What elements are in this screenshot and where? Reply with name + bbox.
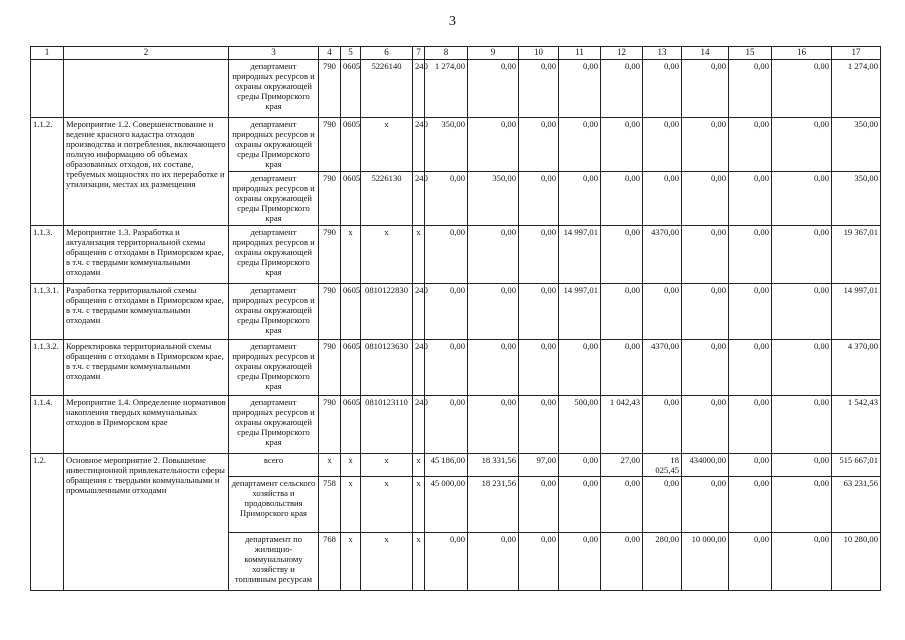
code-cell: 758 <box>319 477 341 533</box>
code-cell: x <box>319 454 341 477</box>
row-number: 1.1.3.2. <box>31 340 64 396</box>
value-cell: 4370,00 <box>643 226 682 284</box>
value-cell: 4370,00 <box>643 340 682 396</box>
value-cell: 0,00 <box>519 340 559 396</box>
header-cell: 10 <box>519 47 559 60</box>
value-cell: 10 000,00 <box>682 533 729 591</box>
code-cell: x <box>341 454 361 477</box>
value-cell: 97,00 <box>519 454 559 477</box>
value-cell: 0,00 <box>729 454 772 477</box>
code-cell: x <box>341 533 361 591</box>
value-cell: 14 997,01 <box>559 226 601 284</box>
code-cell: 5226130 <box>361 172 413 226</box>
header-cell: 1 <box>31 47 64 60</box>
code-cell: x <box>413 454 425 477</box>
value-cell: 0,00 <box>643 60 682 118</box>
value-cell: 0,00 <box>601 533 643 591</box>
value-cell: 0,00 <box>519 396 559 454</box>
value-cell: 0,00 <box>643 172 682 226</box>
value-cell: 0,00 <box>601 284 643 340</box>
value-cell: 14 997,01 <box>832 284 881 340</box>
row-name: Корректировка территориальной схемы обращения с отходами в Приморском крае, в т.ч. с твердыми коммунальными отходами <box>64 340 229 396</box>
value-cell: 1 042,43 <box>601 396 643 454</box>
executor-cell: департамент природных ресурсов и охраны окружающей среды Приморского края <box>229 172 319 226</box>
code-cell: 240 <box>413 118 425 172</box>
code-cell: 0605 <box>341 172 361 226</box>
value-cell: 0,00 <box>682 60 729 118</box>
header-cell: 3 <box>229 47 319 60</box>
value-cell: 500,00 <box>559 396 601 454</box>
value-cell: 0,00 <box>772 226 832 284</box>
row-name: Основное мероприятие 2. Повышение инвестиционной привлекательности сферы обращения с твердыми коммунальными и промышленными отходами <box>64 454 229 591</box>
value-cell: 0,00 <box>601 340 643 396</box>
executor-cell: департамент природных ресурсов и охраны окружающей среды Приморского края <box>229 340 319 396</box>
row-number: 1.1.2. <box>31 118 64 226</box>
value-cell: 350,00 <box>832 172 881 226</box>
value-cell: 0,00 <box>559 454 601 477</box>
executor-cell: всего <box>229 454 319 477</box>
value-cell: 0,00 <box>425 284 468 340</box>
table-row <box>31 118 881 172</box>
header-cell: 11 <box>559 47 601 60</box>
value-cell: 0,00 <box>772 172 832 226</box>
row-name: Разработка территориальной схемы обращения с отходами в Приморском крае, в т.ч. с твердыми коммунальными отходами <box>64 284 229 340</box>
value-cell: 1 542,43 <box>832 396 881 454</box>
value-cell: 0,00 <box>468 226 519 284</box>
code-cell: x <box>413 533 425 591</box>
code-cell: 240 <box>413 60 425 118</box>
value-cell: 0,00 <box>468 340 519 396</box>
code-cell: 0605 <box>341 340 361 396</box>
row-name: Мероприятие 1.4. Определение нормативов накопления твердых коммунальных отходов в Приморском крае <box>64 396 229 454</box>
value-cell: 0,00 <box>729 118 772 172</box>
value-cell: 0,00 <box>682 396 729 454</box>
value-cell: 0,00 <box>682 477 729 533</box>
executor-cell: департамент природных ресурсов и охраны окружающей среды Приморского края <box>229 396 319 454</box>
value-cell: 0,00 <box>425 172 468 226</box>
header-cell: 7 <box>413 47 425 60</box>
executor-cell: департамент природных ресурсов и охраны окружающей среды Приморского края <box>229 284 319 340</box>
value-cell: 0,00 <box>519 60 559 118</box>
value-cell: 350,00 <box>425 118 468 172</box>
value-cell: 0,00 <box>519 118 559 172</box>
table-row <box>31 454 881 477</box>
row-name: Мероприятие 1.2. Совершенствование и ведение красного кадастра отходов производства и потребления, включающего полную информацию об объемах образованных отходов, их составе, требуемых мощностях по их переработке и утилизации, местах их размещения <box>64 118 229 226</box>
header-cell: 4 <box>319 47 341 60</box>
code-cell: x <box>413 226 425 284</box>
value-cell: 4 370,00 <box>832 340 881 396</box>
row-name <box>64 60 229 118</box>
value-cell: 0,00 <box>682 172 729 226</box>
header-cell: 14 <box>682 47 729 60</box>
value-cell: 0,00 <box>772 60 832 118</box>
value-cell: 0,00 <box>519 284 559 340</box>
value-cell: 0,00 <box>601 172 643 226</box>
code-cell: 790 <box>319 118 341 172</box>
value-cell: 280,00 <box>643 533 682 591</box>
table-row <box>31 226 881 284</box>
header-cell: 15 <box>729 47 772 60</box>
value-cell: 0,00 <box>772 396 832 454</box>
value-cell: 0,00 <box>729 226 772 284</box>
value-cell: 0,00 <box>643 284 682 340</box>
value-cell: 0,00 <box>425 533 468 591</box>
value-cell: 45 000,00 <box>425 477 468 533</box>
value-cell: 18 331,56 <box>468 454 519 477</box>
value-cell: 0,00 <box>519 172 559 226</box>
header-cell: 13 <box>643 47 682 60</box>
value-cell: 0,00 <box>468 533 519 591</box>
executor-cell: департамент природных ресурсов и охраны окружающей среды Приморского края <box>229 118 319 172</box>
value-cell: 0,00 <box>772 454 832 477</box>
value-cell: 0,00 <box>519 477 559 533</box>
code-cell: 0810123110 <box>361 396 413 454</box>
code-cell: x <box>361 533 413 591</box>
value-cell: 0,00 <box>643 477 682 533</box>
code-cell: 5226140 <box>361 60 413 118</box>
code-cell: 240 <box>413 340 425 396</box>
value-cell: 0,00 <box>772 118 832 172</box>
value-cell: 0,00 <box>559 533 601 591</box>
code-cell: 0810122830 <box>361 284 413 340</box>
code-cell: x <box>361 477 413 533</box>
row-number <box>31 60 64 118</box>
value-cell: 0,00 <box>601 226 643 284</box>
executor-cell: департамент сельского хозяйства и продовольствия Приморского края <box>229 477 319 533</box>
value-cell: 0,00 <box>601 477 643 533</box>
row-number: 1.1.3.1. <box>31 284 64 340</box>
code-cell: 0605 <box>341 284 361 340</box>
header-cell: 2 <box>64 47 229 60</box>
value-cell: 0,00 <box>772 284 832 340</box>
code-cell: x <box>361 226 413 284</box>
header-cell: 8 <box>425 47 468 60</box>
table-row <box>31 60 881 118</box>
value-cell: 0,00 <box>729 172 772 226</box>
value-cell: 0,00 <box>682 226 729 284</box>
value-cell: 1 274,00 <box>425 60 468 118</box>
value-cell: 0,00 <box>425 226 468 284</box>
code-cell: x <box>361 118 413 172</box>
row-name: Мероприятие 1.3. Разработка и актуализация территориальной схемы обращения с отходами в Приморском крае, в т.ч. с твердыми коммунальными отходами <box>64 226 229 284</box>
code-cell: x <box>413 477 425 533</box>
value-cell: 18 025,45 <box>643 454 682 477</box>
executor-cell: департамент по жилищно-коммунальному хозяйству и топливным ресурсам <box>229 533 319 591</box>
code-cell: 0605 <box>341 396 361 454</box>
value-cell: 1 274,00 <box>832 60 881 118</box>
value-cell: 515 667,01 <box>832 454 881 477</box>
value-cell: 434000,00 <box>682 454 729 477</box>
value-cell: 0,00 <box>601 60 643 118</box>
header-row <box>31 47 881 60</box>
value-cell: 350,00 <box>468 172 519 226</box>
value-cell: 0,00 <box>729 396 772 454</box>
value-cell: 0,00 <box>682 340 729 396</box>
header-cell: 12 <box>601 47 643 60</box>
code-cell: 0605 <box>341 118 361 172</box>
value-cell: 0,00 <box>682 118 729 172</box>
code-cell: 790 <box>319 396 341 454</box>
value-cell: 0,00 <box>729 60 772 118</box>
code-cell: x <box>341 226 361 284</box>
value-cell: 0,00 <box>772 533 832 591</box>
value-cell: 27,00 <box>601 454 643 477</box>
header-cell: 17 <box>832 47 881 60</box>
code-cell: 790 <box>319 60 341 118</box>
value-cell: 0,00 <box>729 284 772 340</box>
value-cell: 0,00 <box>772 477 832 533</box>
header-cell: 6 <box>361 47 413 60</box>
value-cell: 0,00 <box>772 340 832 396</box>
value-cell: 0,00 <box>519 533 559 591</box>
value-cell: 0,00 <box>559 477 601 533</box>
value-cell: 0,00 <box>468 284 519 340</box>
code-cell: 240 <box>413 284 425 340</box>
code-cell: x <box>341 477 361 533</box>
value-cell: 10 280,00 <box>832 533 881 591</box>
code-cell: 790 <box>319 340 341 396</box>
value-cell: 0,00 <box>559 60 601 118</box>
value-cell: 0,00 <box>601 118 643 172</box>
row-number: 1.2. <box>31 454 64 591</box>
executor-cell: департамент природных ресурсов и охраны окружающей среды Приморского края <box>229 60 319 118</box>
header-cell: 5 <box>341 47 361 60</box>
value-cell: 14 997,01 <box>559 284 601 340</box>
header-cell: 9 <box>468 47 519 60</box>
value-cell: 0,00 <box>729 477 772 533</box>
code-cell: 790 <box>319 226 341 284</box>
value-cell: 0,00 <box>468 118 519 172</box>
value-cell: 0,00 <box>425 340 468 396</box>
value-cell: 63 231,56 <box>832 477 881 533</box>
value-cell: 0,00 <box>682 284 729 340</box>
executor-cell: департамент природных ресурсов и охраны окружающей среды Приморского края <box>229 226 319 284</box>
value-cell: 0,00 <box>559 118 601 172</box>
table-row <box>31 340 881 396</box>
value-cell: 0,00 <box>643 396 682 454</box>
code-cell: 790 <box>319 284 341 340</box>
value-cell: 0,00 <box>468 396 519 454</box>
value-cell: 0,00 <box>729 340 772 396</box>
value-cell: 0,00 <box>519 226 559 284</box>
code-cell: x <box>361 454 413 477</box>
value-cell: 0,00 <box>468 60 519 118</box>
code-cell: 790 <box>319 172 341 226</box>
page-number: 3 <box>449 14 456 29</box>
value-cell: 350,00 <box>832 118 881 172</box>
code-cell: 0605 <box>341 60 361 118</box>
code-cell: 768 <box>319 533 341 591</box>
header-cell: 16 <box>772 47 832 60</box>
code-cell: 0810123630 <box>361 340 413 396</box>
code-cell: 240 <box>413 172 425 226</box>
code-cell: 240 <box>413 396 425 454</box>
table-row <box>31 396 881 454</box>
value-cell: 0,00 <box>559 172 601 226</box>
row-number: 1.1.4. <box>31 396 64 454</box>
value-cell: 19 367,01 <box>832 226 881 284</box>
row-number: 1.1.3. <box>31 226 64 284</box>
value-cell: 18 231,56 <box>468 477 519 533</box>
value-cell: 0,00 <box>425 396 468 454</box>
value-cell: 0,00 <box>643 118 682 172</box>
value-cell: 0,00 <box>559 340 601 396</box>
value-cell: 45 186,00 <box>425 454 468 477</box>
budget-table <box>30 46 881 591</box>
table-row <box>31 284 881 340</box>
value-cell: 0,00 <box>729 533 772 591</box>
